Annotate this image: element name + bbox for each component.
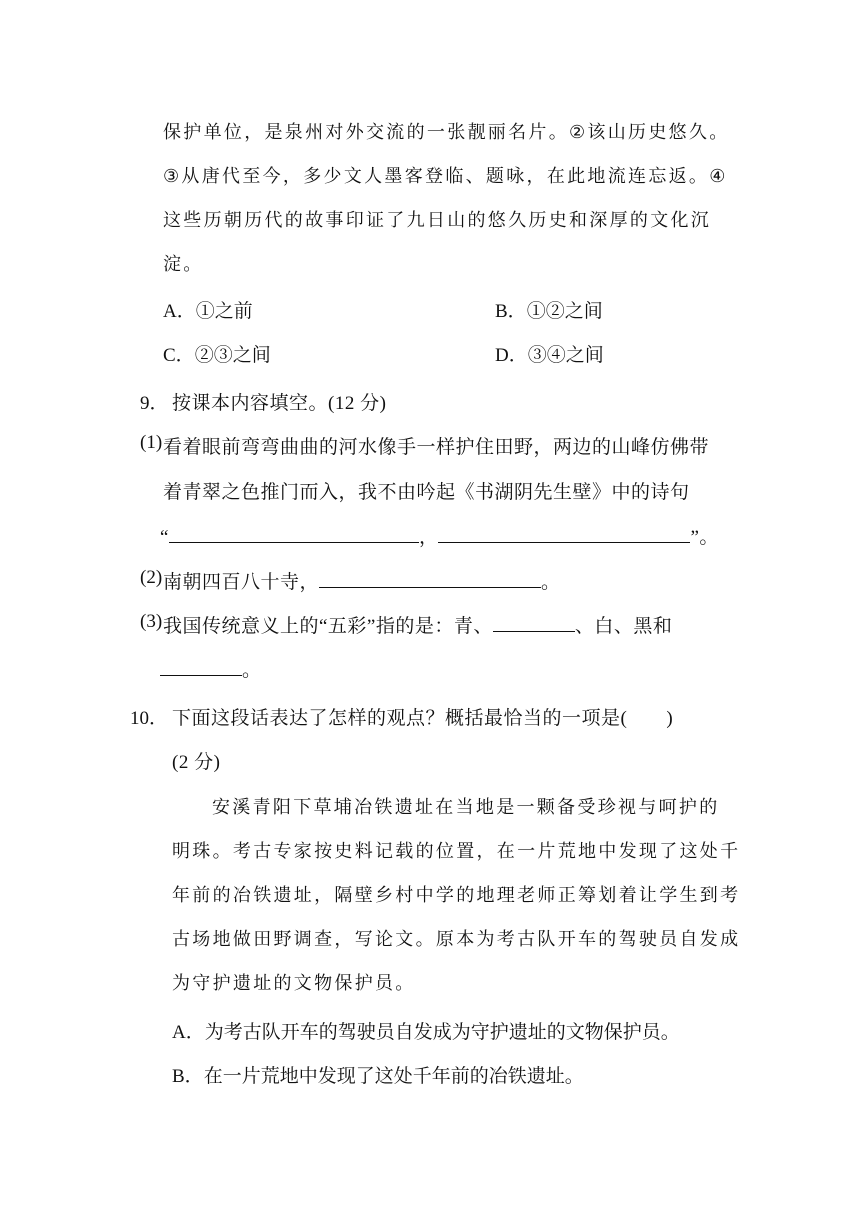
q8-option-c[interactable]: [163, 340, 271, 367]
q10-passage-line-1: 安溪青阳下草埔冶铁遗址在当地是一颗备受珍视与呵护的: [212, 797, 720, 818]
q9-item2-end: 。: [541, 572, 561, 593]
q9-item3-line-2: [160, 655, 262, 682]
q9-item1-line2: 着青翠之色推门而入，我不由吟起《书湖阴先生壁》中的诗句: [163, 482, 690, 503]
q8-option-a[interactable]: [163, 296, 253, 323]
q10-number: 10．: [130, 708, 169, 729]
q8-passage-line-4: 淀。: [163, 254, 204, 275]
q9-item2-blank[interactable]: [319, 573, 541, 588]
q8-option-b[interactable]: [495, 296, 603, 323]
q9-item1-label: (1): [140, 432, 163, 453]
q10-passage-line-3: 年前的冶铁遗址，隔壁乡村中学的地理老师正筹划着让学生到考: [172, 885, 741, 906]
option-letter: A．: [172, 1022, 205, 1043]
q9-number: 9．: [140, 393, 169, 414]
q10-passage-line-2: 明珠。考古专家按史料记载的位置，在一片荒地中发现了这处千: [172, 841, 741, 862]
q8-passage-line-1: 保护单位，是泉州对外交流的一张靓丽名片。②该山历史悠久。: [163, 122, 730, 143]
q8-passage-line-3: 这些历朝历代的故事印证了九日山的悠久历史和深厚的文化沉: [163, 210, 712, 231]
q10-option-a[interactable]: [172, 1017, 680, 1044]
option-letter: A．: [163, 301, 196, 322]
q9-item3-mid: 、白、黑和: [574, 616, 673, 637]
q10-stem: 下面这段话表达了怎样的观点？概括最恰当的一项是( ): [172, 708, 674, 729]
q9-item2-line: [163, 567, 561, 594]
q10-passage-line-4: 古场地做田野调查，写论文。原本为考古队开车的驾驶员自发成: [172, 929, 741, 950]
q9-item3-end: 。: [242, 660, 262, 681]
q10-option-b[interactable]: [172, 1061, 584, 1088]
comma: ，: [418, 527, 439, 548]
q9-stem: 按课本内容填空。(12 分): [172, 393, 387, 414]
q8-option-d[interactable]: [495, 340, 604, 367]
option-text: ①之前: [195, 301, 253, 322]
q9-item1-line1: 看着眼前弯弯曲曲的河水像手一样护住田野，两边的山峰仿佛带: [163, 437, 710, 458]
option-letter: C．: [163, 345, 195, 366]
close-quote: ”。: [690, 527, 719, 548]
option-text: ③④之间: [527, 345, 604, 366]
option-letter: D．: [495, 345, 528, 366]
q9-item3-label: (3): [140, 611, 163, 632]
q9-item2-text: 南朝四百八十寺，: [163, 572, 320, 593]
q9-item1-blank-2[interactable]: [438, 528, 690, 543]
q9-item1-answer-line: [160, 522, 719, 549]
open-quote: “: [160, 527, 169, 548]
option-text: 为考古队开车的驾驶员自发成为守护遗址的文物保护员。: [204, 1022, 680, 1043]
option-text: ①②之间: [526, 301, 603, 322]
q9-item3-line: [163, 611, 672, 638]
option-text: ②③之间: [194, 345, 271, 366]
q10-passage-line-5: 为守护遗址的文物保护员。: [172, 973, 416, 994]
q9-item3-text: 我国传统意义上的“五彩”指的是：青、: [163, 616, 493, 637]
option-text: 在一片荒地中发现了这处千年前的冶铁遗址。: [203, 1066, 584, 1087]
q9-item3-blank-2[interactable]: [160, 661, 242, 676]
q8-passage-line-2: ③从唐代至今，多少文人墨客登临、题咏，在此地流连忘返。④: [163, 166, 728, 187]
q9-item1-blank-1[interactable]: [169, 528, 419, 543]
q9-item3-blank-1[interactable]: [493, 617, 575, 632]
q10-score: (2 分): [172, 752, 221, 773]
q9-item2-label: (2): [140, 567, 163, 588]
option-letter: B．: [172, 1066, 204, 1087]
option-letter: B．: [495, 301, 527, 322]
